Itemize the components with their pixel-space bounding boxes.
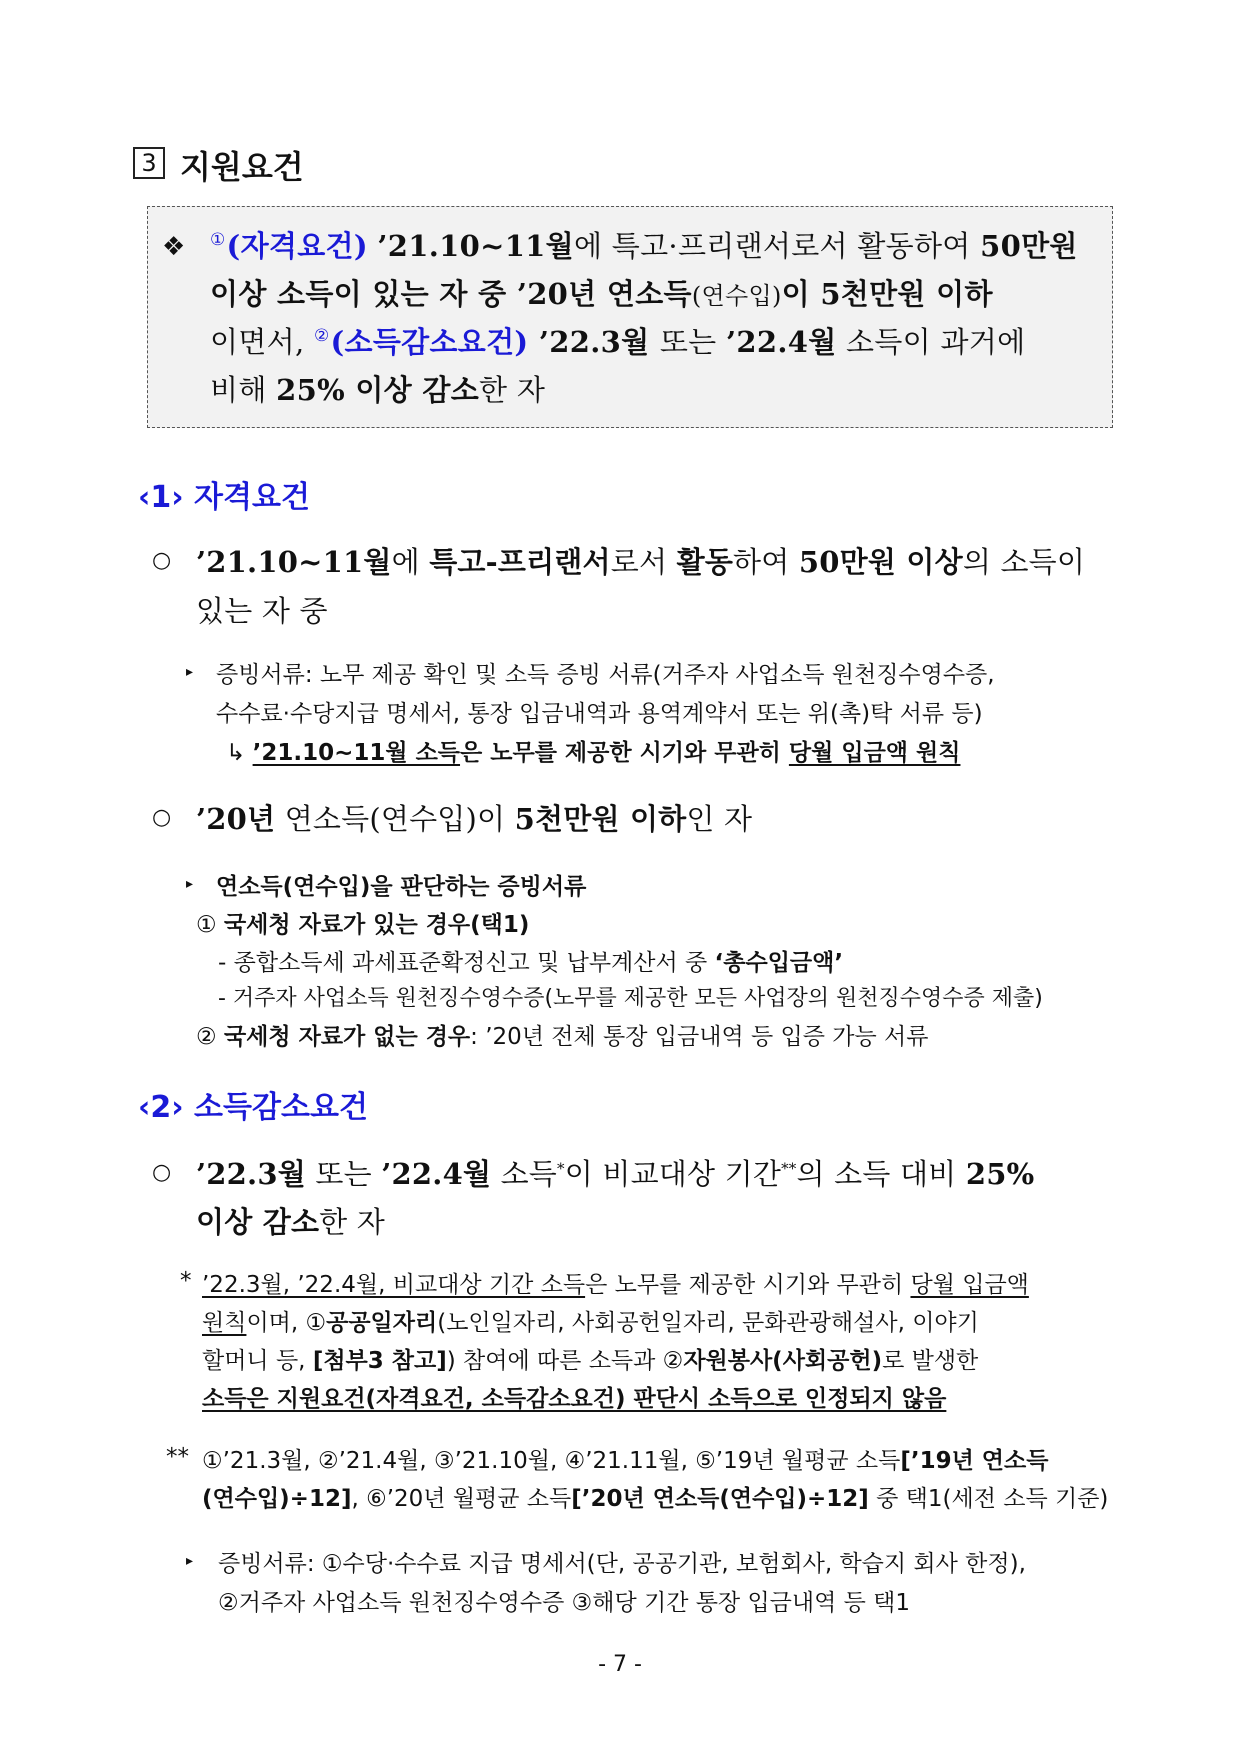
section-title: 지원요건 <box>180 148 304 186</box>
circle-bullet-icon: ○ <box>152 1160 172 1185</box>
subsection-1-title: ‹1› 자격요건 <box>138 480 310 515</box>
sub2-evidence-line1: 증빙서류: ①수당·수수료 지급 명세서(단, 공공기관, 보험회사, 학습지 회사 한정), <box>218 1551 1026 1577</box>
subsection-2-title: ‹2› 소득감소요건 <box>138 1090 368 1125</box>
sub2-item1-line1: ’22.3월 또는 ’22.4월 소득*이 비교대상 기간**의 소득 대비 25% <box>196 1157 1035 1191</box>
sub1-evidence-line1: 증빙서류: 노무 제공 확인 및 소득 증빙 서류(거주자 사업소득 원천징수영수증, <box>216 662 995 688</box>
summary-line-1: ①(자격요건) ’21.10~11월에 특고·프리랜서로서 활동하여 50만원 <box>210 229 1078 263</box>
summary-line-4: 비해 25% 이상 감소한 자 <box>210 373 546 407</box>
return-arrow-icon: ↳ <box>226 740 246 766</box>
note-double-asterisk: ** <box>166 1444 189 1470</box>
sub2-note2-line2: (연수입)÷12], ⑥’20년 월평균 소득[’20년 연소득(연수입)÷12] 중 택1(세전 소득 기준) <box>202 1486 1109 1512</box>
sub1-item2-line: ’20년 연소득(연수입)이 5천만원 이하인 자 <box>196 802 753 836</box>
sub1-evidence2-title: 연소득(연수입)을 판단하는 증빙서류 <box>216 874 587 900</box>
sub2-note1-line3: 할머니 등, [첨부3 참고]) 참여에 따른 소득과 ②자원봉사(사회공헌)로 발생한 <box>202 1348 979 1374</box>
qualification-label: (자격요건) <box>226 229 368 263</box>
sub2-evidence-line2: ②거주자 사업소득 원천징수영수증 ③해당 기간 통장 입금내역 등 택1 <box>218 1590 911 1616</box>
sub1-evidence-line3: ↳ ’21.10~11월 소득은 노무를 제공한 시기와 무관히 당월 입금액 원칙 <box>226 740 961 766</box>
triangle-bullet-icon: ▸ <box>186 664 194 680</box>
sub1-item1-line1: ’21.10~11월에 특고-프리랜서로서 활동하여 50만원 이상의 소득이 <box>196 545 1086 579</box>
sub1-evidence-line2: 수수료·수당지급 명세서, 통장 입금내역과 용역계약서 또는 위(촉)탁 서류 등) <box>216 701 983 727</box>
sub2-note1-line1: ’22.3월, ’22.4월, 비교대상 기간 소득은 노무를 제공한 시기와 무관히 당월 입금액 <box>202 1272 1029 1298</box>
page-number: - 7 - <box>598 1652 642 1677</box>
sub1-evidence2-case1: ① 국세청 자료가 있는 경우(택1) <box>196 912 530 938</box>
summary-line-3: 이면서, ②(소득감소요건) ’22.3월 또는 ’22.4월 소득이 과거에 <box>210 325 1026 359</box>
sub1-evidence2-case1-detail1: - 종합소득세 과세표준확정신고 및 납부계산서 중 ‘총수입금액’ <box>218 950 844 976</box>
income-decrease-label: (소득감소요건) <box>330 325 529 359</box>
circled-one-mark: ① <box>210 230 226 251</box>
section-number-box: 3 <box>133 147 165 179</box>
circle-bullet-icon: ○ <box>152 805 172 830</box>
sub1-item1-line2: 있는 자 중 <box>196 594 328 628</box>
sub1-evidence2-case1-detail2: - 거주자 사업소득 원천징수영수증(노무를 제공한 모든 사업장의 원천징수영수증 제출) <box>218 986 1043 1011</box>
triangle-bullet-icon: ▸ <box>186 876 194 892</box>
circled-two-mark: ② <box>313 326 330 347</box>
summary-line-2: 이상 소득이 있는 자 중 ’20년 연소득(연수입)이 5천만원 이하 <box>210 277 993 311</box>
sub2-note1-line2: 원칙이며, ①공공일자리(노인일자리, 사회공헌일자리, 문화관광해설사, 이야기 <box>202 1310 979 1336</box>
sub2-item1-line2: 이상 감소한 자 <box>196 1205 386 1239</box>
circle-bullet-icon: ○ <box>152 548 172 573</box>
triangle-bullet-icon: ▸ <box>186 1553 194 1569</box>
note-asterisk: * <box>180 1268 192 1294</box>
sub2-note2-line1: ①’21.3월, ②’21.4월, ③’21.10월, ④’21.11월, ⑤’19년 월평균 소득[’19년 연소득 <box>202 1448 1049 1474</box>
sub2-note1-line4: 소득은 지원요건(자격요건, 소득감소요건) 판단시 소득으로 인정되지 않음 <box>202 1386 947 1412</box>
diamond-bullet-icon: ❖ <box>162 232 186 262</box>
sub1-evidence2-case2: ② 국세청 자료가 없는 경우: ’20년 전체 통장 입금내역 등 입증 가능 서류 <box>196 1024 929 1050</box>
